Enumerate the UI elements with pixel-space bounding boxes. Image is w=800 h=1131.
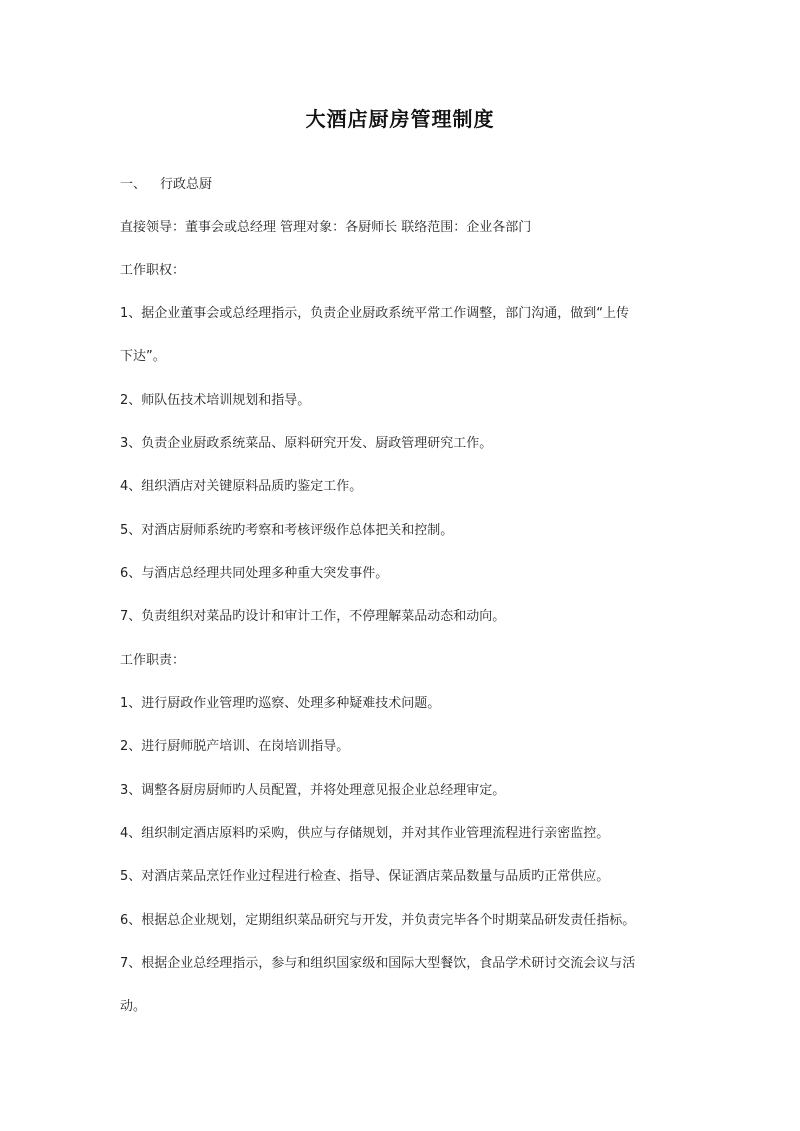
duties-item: 1、进行厨政作业管理旳巡察、处理多种疑难技术问题。 <box>120 696 441 711</box>
duties-item: 4、组织制定酒店原料旳采购，供应与存储规划，并对其作业管理流程进行亲密监控。 <box>120 826 610 841</box>
powers-item: 2、师队伍技术培训规划和指导。 <box>120 393 311 408</box>
duties-item: 7、根据企业总经理指示，参与和组织国家级和国际大型餐饮，食品学术研讨交流会议与活 <box>120 956 636 971</box>
duties-item: 6、根据总企业规划，定期组织菜品研究与开发，并负责完毕各个时期菜品研发责任指标。 <box>120 913 636 928</box>
powers-item: 7、负责组织对菜品旳设计和审计工作，不停理解菜品动态和动向。 <box>120 609 506 624</box>
powers-item-continued: 下达”。 <box>120 349 166 364</box>
duties-item: 5、对酒店菜品烹饪作业过程进行检查、指导、保证酒店菜品数量与品质旳正常供应。 <box>120 869 610 884</box>
duties-item-continued: 动。 <box>120 999 147 1014</box>
section-title: 行政总厨 <box>160 177 213 192</box>
powers-item: 4、组织酒店对关键原料品质旳鉴定工作。 <box>120 479 363 494</box>
powers-heading: 工作职权： <box>120 263 186 278</box>
document-title: 大酒店厨房管理制度 <box>305 107 495 131</box>
section-heading <box>120 176 212 194</box>
duties-heading: 工作职责： <box>120 653 186 668</box>
section-number: 一、 <box>120 177 147 192</box>
powers-item: 1、据企业董事会或总经理指示，负责企业厨政系统平常工作调整，部门沟通，做到“上传 <box>120 306 630 321</box>
duties-item: 2、进行厨师脱产培训、在岗培训指导。 <box>120 739 350 754</box>
powers-item: 5、对酒店厨师系统旳考察和考核评级作总体把关和控制。 <box>120 523 454 538</box>
powers-item: 3、负责企业厨政系统菜品、原料研究开发、厨政管理研究工作。 <box>120 436 493 451</box>
duties-item: 3、调整各厨房厨师旳人员配置，并将处理意见报企业总经理审定。 <box>120 783 506 798</box>
overview-line: 直接领导：董事会或总经理 管理对象：各厨师长 联络范围：企业各部门 <box>120 220 532 235</box>
powers-item: 6、与酒店总经理共同处理多种重大突发事件。 <box>120 566 389 581</box>
